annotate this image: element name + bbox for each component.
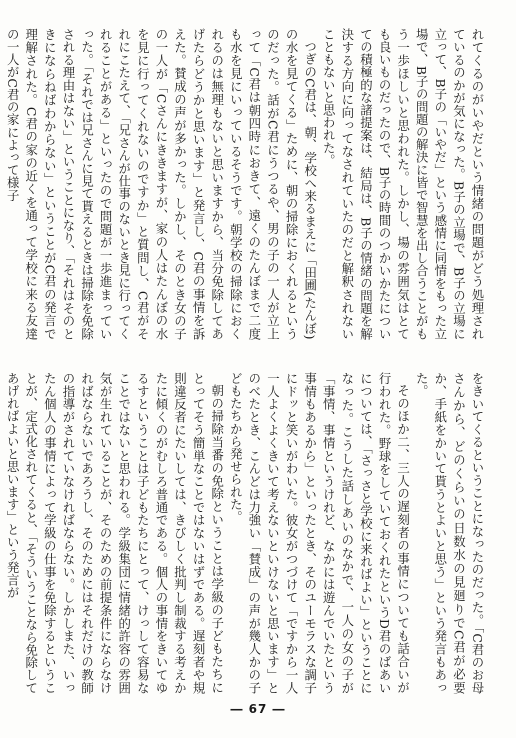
paragraph: 朝の掃除当番の免除ということは学級の子どもたちにとってそう簡単なことではないはずである。遅刻者や規則違反者にたいしては、きびしく批判し制裁する考えかたに傾くのがむしろ普通である。個人の事情をきいてゆるすということは子どもたちにとって、けっして容易なことではないと思われる。学級集団に情緒的許容の雰囲気が生れていることが、そのための前提条件にならなければならないであろうし、そのためにはそれだけの教師の指導がされていなければならない。しかしまた、いったん個人の事情によって学級の仕事を免除するということが、定式化されてくると、「そういうことなら免除してあげればよいと思います」という発言が: [5, 372, 225, 694]
paragraph: をきいてくるということになったのだった。「C君のお母さんから、どのくらいの日数水の見廻りでC君が必要か、手紙をかいて貰うとよいと思う」という発言もあった。: [414, 372, 485, 694]
paragraph: そのほか二、三人の遅刻者の事情についても話合いが行われた。野球をしていておくれたというD君のばあいについては、「さっさと学校に来ればよい」ということになった。こうした話しあいのなかで、一人の女の子が「事情、事情というけれど、なかには遊んでいたという事情もあるから」といったとき、そのユーモラスな調子にドッと笑いがわいた。彼女がつづけて「ですから一人一人よくよくきいて考えないといけないと思います」とのべたとき、こんどは力強い「賛成」の声が幾人かの子どもたちから発せられた。: [228, 372, 411, 694]
page-number: ― 67 ―: [230, 702, 286, 716]
lower-text-block: [5, 372, 486, 694]
upper-text-block: [5, 28, 486, 340]
paragraph: つぎのC君は、朝、学校へ来るまえに「田圃(たんぼ)の水を見てくる」ために、朝の掃除におくれるというのだった。話がC君にうつるや、男の子の一人が立上って「C君は朝四時におきて、遠くのたんぼまで二度も水を見にいっているそうです。朝学校の掃除におくれるのは無理もないと思いますから、当分免除してあげたらどうかと思います」と発言し、C君の事情を訴えた。賛成の声が多かった。しかし、そのとき女の子の一人が「Cさんにききますが、家の人はたんぼの水を見に行ってくれないのですか」と質問し、C君がそれにこたえて、「兄さんが仕事のないとき見に行ってくれることがある」といったので問題が一歩進まっていった。「それでは兄さんに見て貰えるときは掃除を免除される理由はない」ということになり、「それはそのときにならねばわからない」ということがC君の発言で理解された。C君の家の近くを通って学校に来る友達の一人がC君の家によって様子: [5, 28, 318, 340]
paragraph: れてくるのがいやだという情緒の問題がどう処理されているのかが気になった。B子の立場で、B子の立場に立って、B子の「いやだ」という感情に同情をもった立場で、B子の問題の解決に皆で智慧を出し合うことがもう一歩ほしいと思われた。しかし、場の雰囲気はとても良いものだったので、B子の時間のつかいかたについての積極的な諸提案は、結局は、B子の情緒の問題を解決する方向に向ってなされていたのだと解釈されないこともないと思われた。: [321, 28, 485, 340]
